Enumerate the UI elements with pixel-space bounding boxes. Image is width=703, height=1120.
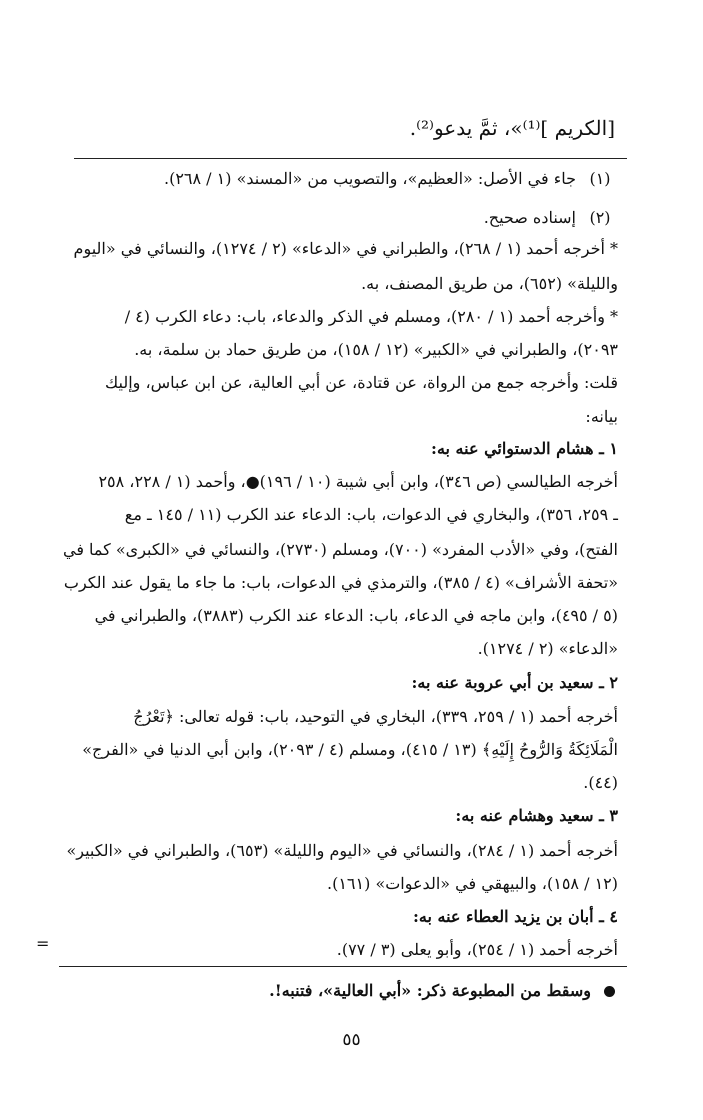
footnote-2-line-2: * أخرجه أحمد (١ / ٢٦٨)، والطبراني في «الدعاء» (٢ / ١٢٧٤)، والنسائي في «اليوم	[73, 239, 618, 258]
page-number: ٥٥	[342, 1030, 361, 1050]
footnote-divider	[74, 158, 627, 159]
footnote-2-line-21: (١٢ / ١٥٨)، والبيهقي في «الدعوات» (١٦١).	[327, 874, 618, 893]
footnote-1-number: (١)	[589, 169, 611, 188]
footnote-2-line-9: أخرجه الطيالسي (ص ٣٤٦)، وابن أبي شيبة (١٠ / ١٩٦)●، وأحمد (١ / ٢٢٨، ٢٥٨	[98, 472, 618, 491]
footnote-2-line-17: الْمَلَائِكَةُ وَالرُّوحُ إِلَيْهِ﴾ (١٣ / ٤١٥)، ومسلم (٤ / ٢٠٩٣)، وابن أبي الدنيا في «الفرج»	[82, 740, 618, 759]
footnote-2-line-10: ـ ٢٥٩، ٣٥٦)، والبخاري في الدعوات، باب: الدعاء عند الكرب (١١ / ١٤٥ ـ مع	[124, 505, 618, 524]
footnote-2-line-7: بيانه:	[585, 407, 618, 426]
footnote-2-line-13: (٥ / ٤٩٥)، وابن ماجه في الدعاء، باب: الدعاء عند الكرب (٣٨٨٣)، والطبراني في	[94, 606, 618, 625]
footnote-2-line-22: ٤ ـ أبان بن يزيد العطاء عنه به:	[412, 907, 618, 926]
footnote-2-line-20: أخرجه أحمد (١ / ٢٨٤)، والنسائي في «اليوم والليلة» (٦٥٣)، والطبراني في «الكبير»	[66, 841, 618, 860]
footnote-2-line-12: «تحفة الأشراف» (٤ / ٣٨٥)، والترمذي في الدعوات، باب: ما جاء ما يقول عند الكرب	[63, 573, 618, 592]
footnote-1-text: جاء في الأصل: «العظيم»، والتصويب من «المسند» (١ / ٢٦٨).	[163, 169, 576, 188]
main-text-line: [الكريم ]⁽¹⁾»، ثمَّ يدعو⁽²⁾.	[409, 116, 615, 140]
footnote-2-line-4: * وأخرجه أحمد (١ / ٢٨٠)، ومسلم في الذكر والدعاء، باب: دعاء الكرب (٤ /	[124, 307, 618, 326]
footnote-2-line-8: ١ ـ هشام الدستوائي عنه به:	[431, 439, 618, 458]
margin-equals-mark: =	[36, 934, 50, 953]
footnote-2-line-16: أخرجه أحمد (١ / ٢٥٩، ٣٣٩)، البخاري في التوحيد، باب: قوله تعالى: ﴿تَعْرُجُ	[133, 707, 618, 726]
bullet-icon	[604, 986, 615, 997]
bottom-note-text: وسقط من المطبوعة ذكر: «أبي العالية»، فتنبه!.	[269, 981, 591, 1000]
footnote-2-line-3: والليلة» (٦٥٢)، من طريق المصنف، به.	[361, 274, 618, 293]
footnote-2-line-1: إسناده صحيح.	[483, 208, 576, 227]
footnote-2-line-6: قلت: وأخرجه جمع من الرواة، عن قتادة، عن أبي العالية، عن ابن عباس، وإليك	[105, 373, 618, 392]
footnote-2-line-15: ٢ ـ سعيد بن أبي عروبة عنه به:	[411, 673, 618, 692]
footnote-2-line-5: ٢٠٩٣)، والطبراني في «الكبير» (١٢ / ١٥٨)، من طريق حماد بن سلمة، به.	[134, 340, 618, 359]
footnote-2-number: (٢)	[589, 208, 611, 227]
footnote-2-line-14: «الدعاء» (٢ / ١٢٧٤).	[477, 639, 618, 658]
footnote-2-line-18: (٤٤).	[583, 773, 618, 792]
bottom-note-divider	[59, 966, 627, 967]
footnote-2-line-11: الفتح)، وفي «الأدب المفرد» (٧٠٠)، ومسلم (٢٧٣٠)، والنسائي في «الكبرى» كما في	[62, 540, 618, 559]
footnote-2-line-23: أخرجه أحمد (١ / ٢٥٤)، وأبو يعلى (٣ / ٧٧).	[336, 940, 618, 959]
footnote-2-line-19: ٣ ـ سعيد وهشام عنه به:	[455, 806, 618, 825]
